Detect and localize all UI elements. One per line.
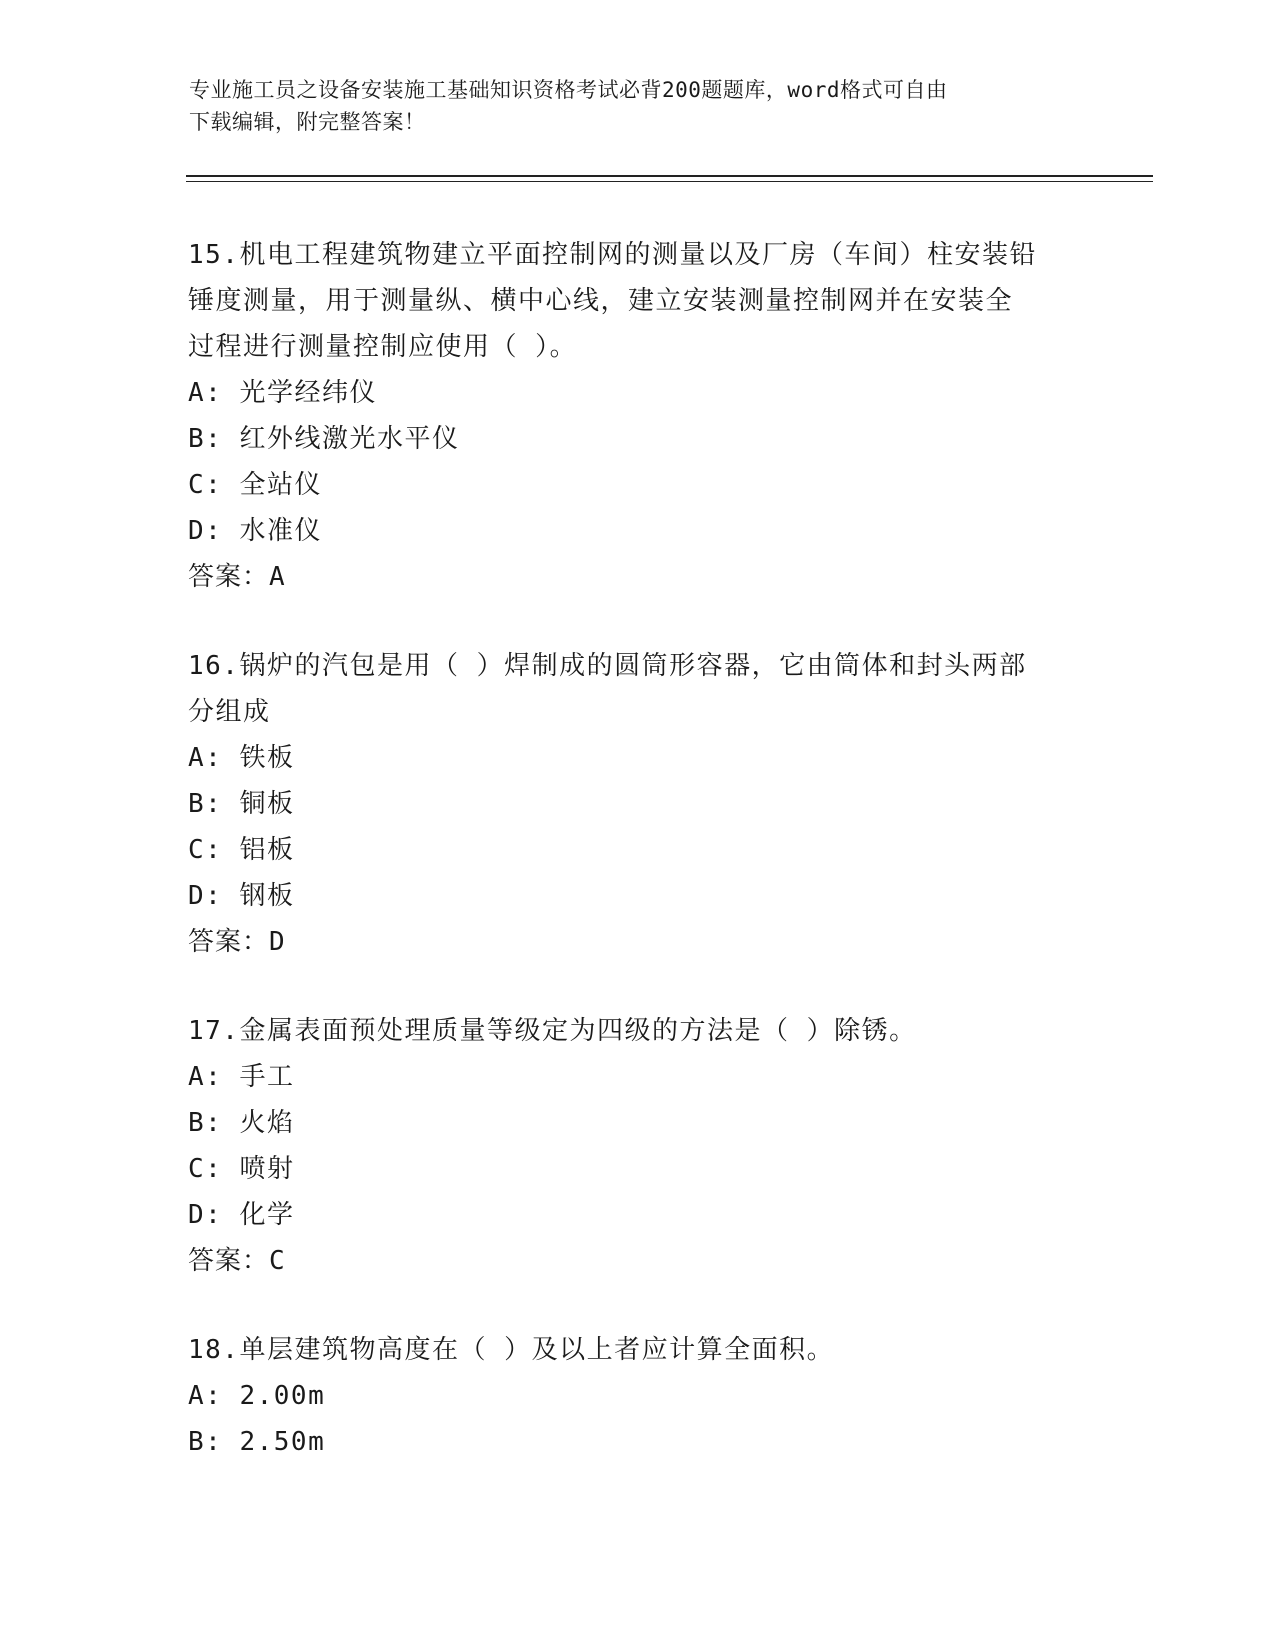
question-stem: 15.机电工程建筑物建立平面控制网的测量以及厂房（车间）柱安装铅 bbox=[188, 240, 1037, 270]
option-c: C: 铝板 bbox=[188, 835, 295, 865]
header-divider bbox=[186, 175, 1153, 177]
header-line: 下载编辑，附完整答案！ bbox=[189, 110, 426, 134]
option-b: B: 2.50m bbox=[188, 1427, 326, 1457]
question-stem: 分组成 bbox=[188, 697, 271, 727]
option-b: B: 红外线激光水平仪 bbox=[188, 424, 460, 454]
option-a: A: 光学经纬仪 bbox=[188, 378, 377, 408]
option-c: C: 全站仪 bbox=[188, 470, 322, 500]
option-d: D: 水准仪 bbox=[188, 516, 322, 546]
answer-label: 答案： bbox=[188, 1246, 270, 1276]
document-header bbox=[189, 74, 1089, 138]
answer-line bbox=[188, 1238, 1088, 1284]
option-d: D: 钢板 bbox=[188, 881, 295, 911]
answer-value: D bbox=[269, 927, 286, 957]
option-b: B: 火焰 bbox=[188, 1108, 295, 1138]
question-15 bbox=[188, 232, 1088, 600]
answer-label: 答案： bbox=[188, 927, 270, 957]
question-17 bbox=[188, 1008, 1088, 1284]
answer-value: C bbox=[269, 1246, 286, 1276]
option-a: A: 手工 bbox=[188, 1062, 295, 1092]
option-b: B: 铜板 bbox=[188, 789, 295, 819]
question-stem: 18.单层建筑物高度在（ ）及以上者应计算全面积。 bbox=[188, 1335, 835, 1365]
option-d: D: 化学 bbox=[188, 1200, 295, 1230]
header-line: 专业施工员之设备安装施工基础知识资格考试必背200题题库，word格式可自由 bbox=[189, 78, 948, 102]
answer-value: A bbox=[269, 562, 286, 592]
header-divider-thin bbox=[186, 181, 1153, 182]
answer-line bbox=[188, 554, 1088, 600]
question-18 bbox=[188, 1327, 1088, 1465]
question-list bbox=[188, 232, 1088, 1465]
answer-label: 答案： bbox=[188, 562, 270, 592]
option-a: A: 铁板 bbox=[188, 743, 295, 773]
answer-line bbox=[188, 919, 1088, 965]
option-c: C: 喷射 bbox=[188, 1154, 295, 1184]
question-stem: 锤度测量，用于测量纵、横中心线，建立安装测量控制网并在安装全 bbox=[188, 286, 1014, 316]
question-16 bbox=[188, 643, 1088, 965]
question-stem: 17.金属表面预处理质量等级定为四级的方法是（ ）除锈。 bbox=[188, 1016, 917, 1046]
option-a: A: 2.00m bbox=[188, 1381, 326, 1411]
question-stem: 过程进行测量控制应使用（ ）。 bbox=[188, 332, 578, 362]
question-stem: 16.锅炉的汽包是用（ ）焊制成的圆筒形容器，它由筒体和封头两部 bbox=[188, 651, 1027, 681]
